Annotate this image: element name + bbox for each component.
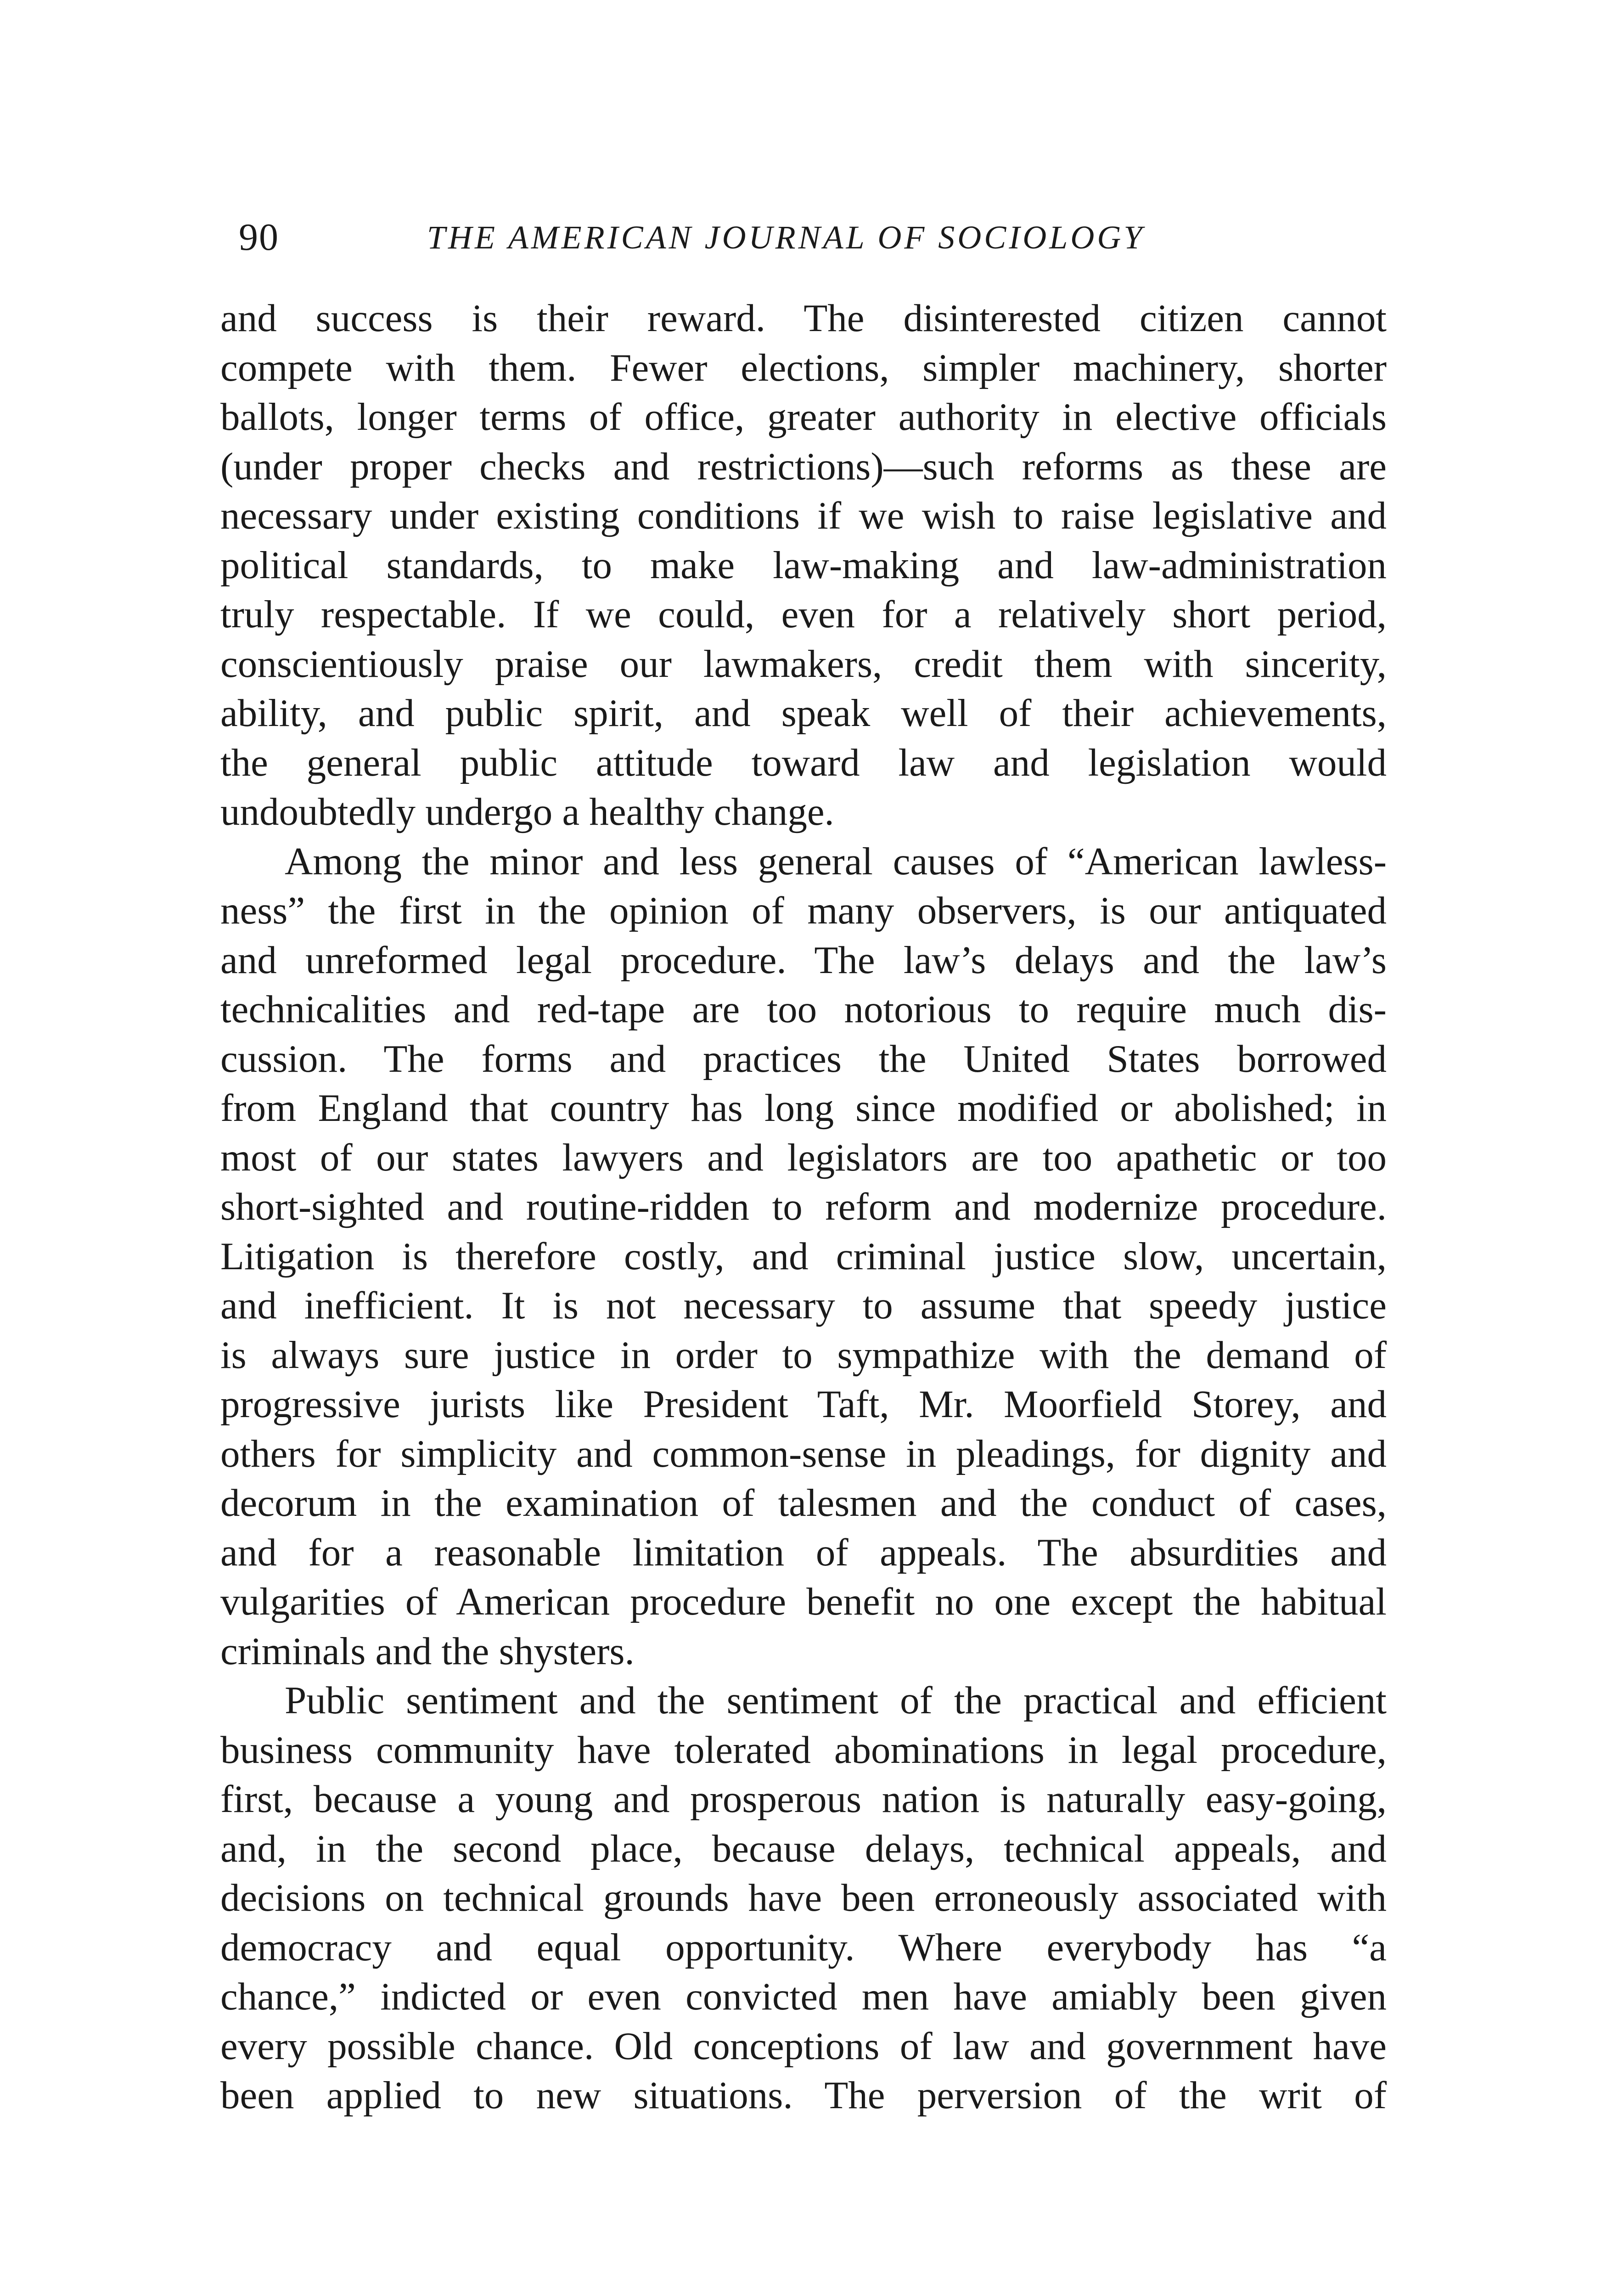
page-number: 90 (239, 216, 279, 259)
text-line: every possible chance. Old conceptions of law and government have (220, 2024, 1387, 2068)
paragraph (220, 294, 1387, 837)
text-line: and for a reasonable limitation of appeals. The absurdities and (220, 1531, 1387, 1574)
text-line: business community have tolerated abominations in legal procedure, (220, 1728, 1387, 1772)
text-line: vulgarities of American procedure benefit no one except the habitual (220, 1580, 1387, 1623)
text-line: is always sure justice in order to sympathize with the demand of (220, 1333, 1387, 1377)
text-line: decorum in the examination of talesmen and the conduct of cases, (220, 1481, 1387, 1525)
text-line: most of our states lawyers and legislators are too apathetic or too (220, 1136, 1387, 1179)
text-line: Public sentiment and the sentiment of the practical and efficient (285, 1679, 1387, 1722)
text-line: democracy and equal opportunity. Where everybody has “a (220, 1925, 1387, 1969)
text-line: political standards, to make law-making and law-administration (220, 543, 1387, 587)
text-line: progressive jurists like President Taft, Mr. Moorfield Storey, and (220, 1383, 1387, 1426)
text-line: and inefficient. It is not necessary to assume that speedy justice (220, 1284, 1387, 1327)
text-line: and, in the second place, because delays, technical appeals, and (220, 1827, 1387, 1870)
text-line: first, because a young and prosperous nation is naturally easy-going, (220, 1778, 1387, 1821)
text-line: the general public attitude toward law and legislation would (220, 741, 1387, 784)
text-line: undoubtedly undergo a healthy change. (220, 790, 834, 833)
text-line: criminals and the shysters. (220, 1629, 635, 1673)
text-line: conscientiously praise our lawmakers, credit them with sincerity, (220, 642, 1387, 686)
text-line: ability, and public spirit, and speak well of their achievements, (220, 692, 1387, 735)
text-line: ballots, longer terms of office, greater authority in elective officials (220, 395, 1387, 439)
running-head (239, 212, 1387, 263)
text-line: short-sighted and routine-ridden to reform and modernize procedure. (220, 1185, 1387, 1228)
text-line: technicalities and red-tape are too notorious to require much dis- (220, 988, 1387, 1031)
paragraph (220, 837, 1387, 1677)
text-line: compete with them. Fewer elections, simpler machinery, shorter (220, 346, 1387, 389)
body-text (220, 294, 1387, 2121)
text-line: been applied to new situations. The perversion of the writ of (220, 2074, 1387, 2117)
text-line: cussion. The forms and practices the United States borrowed (220, 1037, 1387, 1080)
text-line: decisions on technical grounds have been erroneously associated with (220, 1876, 1387, 1919)
text-line: others for simplicity and common-sense in pleadings, for dignity and (220, 1432, 1387, 1475)
paragraph (220, 1676, 1387, 2121)
text-line: from England that country has long since modified or abolished; in (220, 1086, 1387, 1130)
text-line: ness” the first in the opinion of many observers, is our antiquated (220, 889, 1387, 932)
text-line: chance,” indicted or even convicted men have amiably been given (220, 1975, 1387, 2018)
journal-title: THE AMERICAN JOURNAL OF SOCIOLOGY (427, 219, 1145, 256)
text-line: Litigation is therefore costly, and criminal justice slow, uncertain, (220, 1234, 1387, 1278)
text-line: truly respectable. If we could, even for a relatively short period, (220, 593, 1387, 636)
text-line: (under proper checks and restrictions)—such reforms as these are (220, 445, 1387, 488)
text-line: and success is their reward. The disinterested citizen cannot (220, 297, 1387, 340)
text-line: Among the minor and less general causes of “American lawless- (285, 839, 1387, 883)
text-line: and unreformed legal procedure. The law’s delays and the law’s (220, 938, 1387, 982)
text-line: necessary under existing conditions if we wish to raise legislative and (220, 494, 1387, 537)
